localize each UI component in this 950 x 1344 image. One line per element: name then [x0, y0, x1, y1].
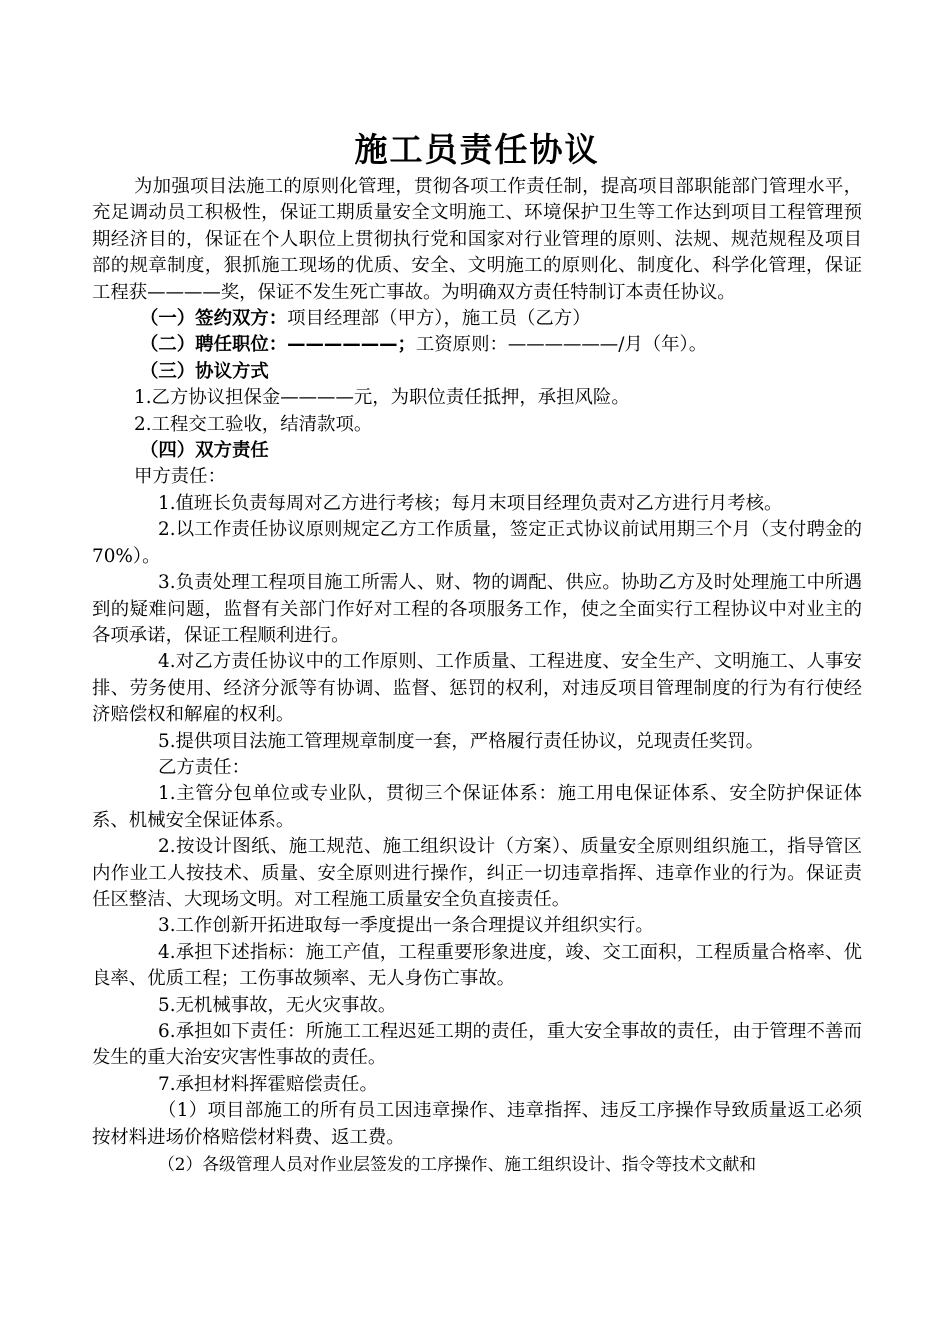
section-position — [92, 332, 862, 358]
list-item: 7.承担材料挥霍赔偿责任。 — [158, 1073, 378, 1095]
position-blank: ——————； — [287, 334, 416, 356]
list-item: 4.承担下述指标：施工产值，工程重要形象进度，竣、交工面积，工程质量合格率、优良率、优质工程；工伤事故频率、无人身伤亡事故。 — [92, 941, 862, 990]
party-b-label: 乙方责任： — [158, 756, 250, 778]
list-item: 5.无机械事故，无火灾事故。 — [158, 994, 397, 1016]
document-page — [92, 128, 862, 1177]
list-item: 3.负责处理工程项目施工所需人、财、物的调配、供应。协助乙方及时处理施工中所遇到的疑难问题，监督有关部门作好对工程的各项服务工作，使之全面实行工程协议中对业主的各项承诺，保证工程顺利进行。 — [92, 572, 862, 646]
list-item: 1.值班长负责每周对乙方进行考核；每月末项目经理负责对乙方进行月考核。 — [158, 492, 783, 514]
document-title: 施工员责任协议 — [354, 130, 600, 169]
list-item: 5.提供项目法施工管理规章制度一套，严格履行责任协议，兑现责任奖罚。 — [158, 730, 765, 752]
section-responsibilities-heading: （四）双方责任 — [140, 440, 269, 462]
list-item: 2.按设计图纸、施工规范、施工组织设计（方案）、质量安全原则组织施工，指导管区内作业工人按技术、质量、安全原则进行操作，纠正一切违章指挥、违章作业的行为。保证责任区整洁、大现场文明。对工程施工质量安全负直接责任。 — [92, 836, 862, 910]
intro-paragraph: 为加强项目法施工的原则化管理，贯彻各项工作责任制，提高项目部职能部门管理水平，充足调动员工积极性，保证工期质量安全文明施工、环境保护卫生等工作达到项目工程管理预期经济目的，保证在个人职位上贯彻执行党和国家对行业管理的原则、法规、规范规程及项目部的规章制度，狠抓施工现场的优质、安全、文明施工的原则化、制度化、科学化管理，保证工程获————奖，保证不发生死亡事故。为明确双方责任特制订本责任协议。 — [92, 176, 862, 303]
section-text: 项目经理部（甲方），施工员（乙方） — [287, 308, 591, 330]
party-a-label: 甲方责任： — [134, 466, 226, 488]
section-agreement-method-heading: （三）协议方式 — [140, 360, 269, 382]
section-heading: （一）签约双方： — [140, 308, 288, 330]
list-item: 2.工程交工验收，结清款项。 — [134, 413, 373, 435]
section-signing-parties — [92, 306, 862, 332]
list-item: 1.乙方协议担保金————元，为职位责任抵押，承担风险。 — [134, 387, 630, 409]
list-item: 3.工作创新开拓进取每一季度提出一条合理提议并组织实行。 — [158, 915, 654, 937]
list-item: （1）项目部施工的所有员工因违章操作、违章指挥、违反工序操作导致质量返工必须按材料进场价格赔偿材料费、返工费。 — [92, 1100, 862, 1148]
section-heading: （二）聘任职位： — [140, 334, 288, 356]
list-item: 6.承担如下责任：所施工工程迟延工期的责任，重大安全事故的责任，由于管理不善而发生的重大治安灾害性事故的责任。 — [92, 1021, 862, 1069]
list-item: 1.主管分包单位或专业队，贯彻三个保证体系：施工用电保证体系、安全防护保证体系、机械安全保证体系。 — [92, 783, 862, 831]
list-item: 2.以工作责任协议原则规定乙方工作质量，签定正式协议前试用期三个月（支付聘金的70%）。 — [92, 519, 862, 567]
section-text: 工资原则：——————/月（年）。 — [415, 334, 708, 356]
list-item: 4.对乙方责任协议中的工作原则、工作质量、工程进度、安全生产、文明施工、人事安排、劳务使用、经济分派等有协调、监督、惩罚的权利，对违反项目管理制度的行为有行使经济赔偿权和解雇的权利。 — [92, 651, 862, 726]
list-item: （2）各级管理人员对作业层签发的工序操作、施工组织设计、指令等技术文献和 — [158, 1154, 757, 1175]
